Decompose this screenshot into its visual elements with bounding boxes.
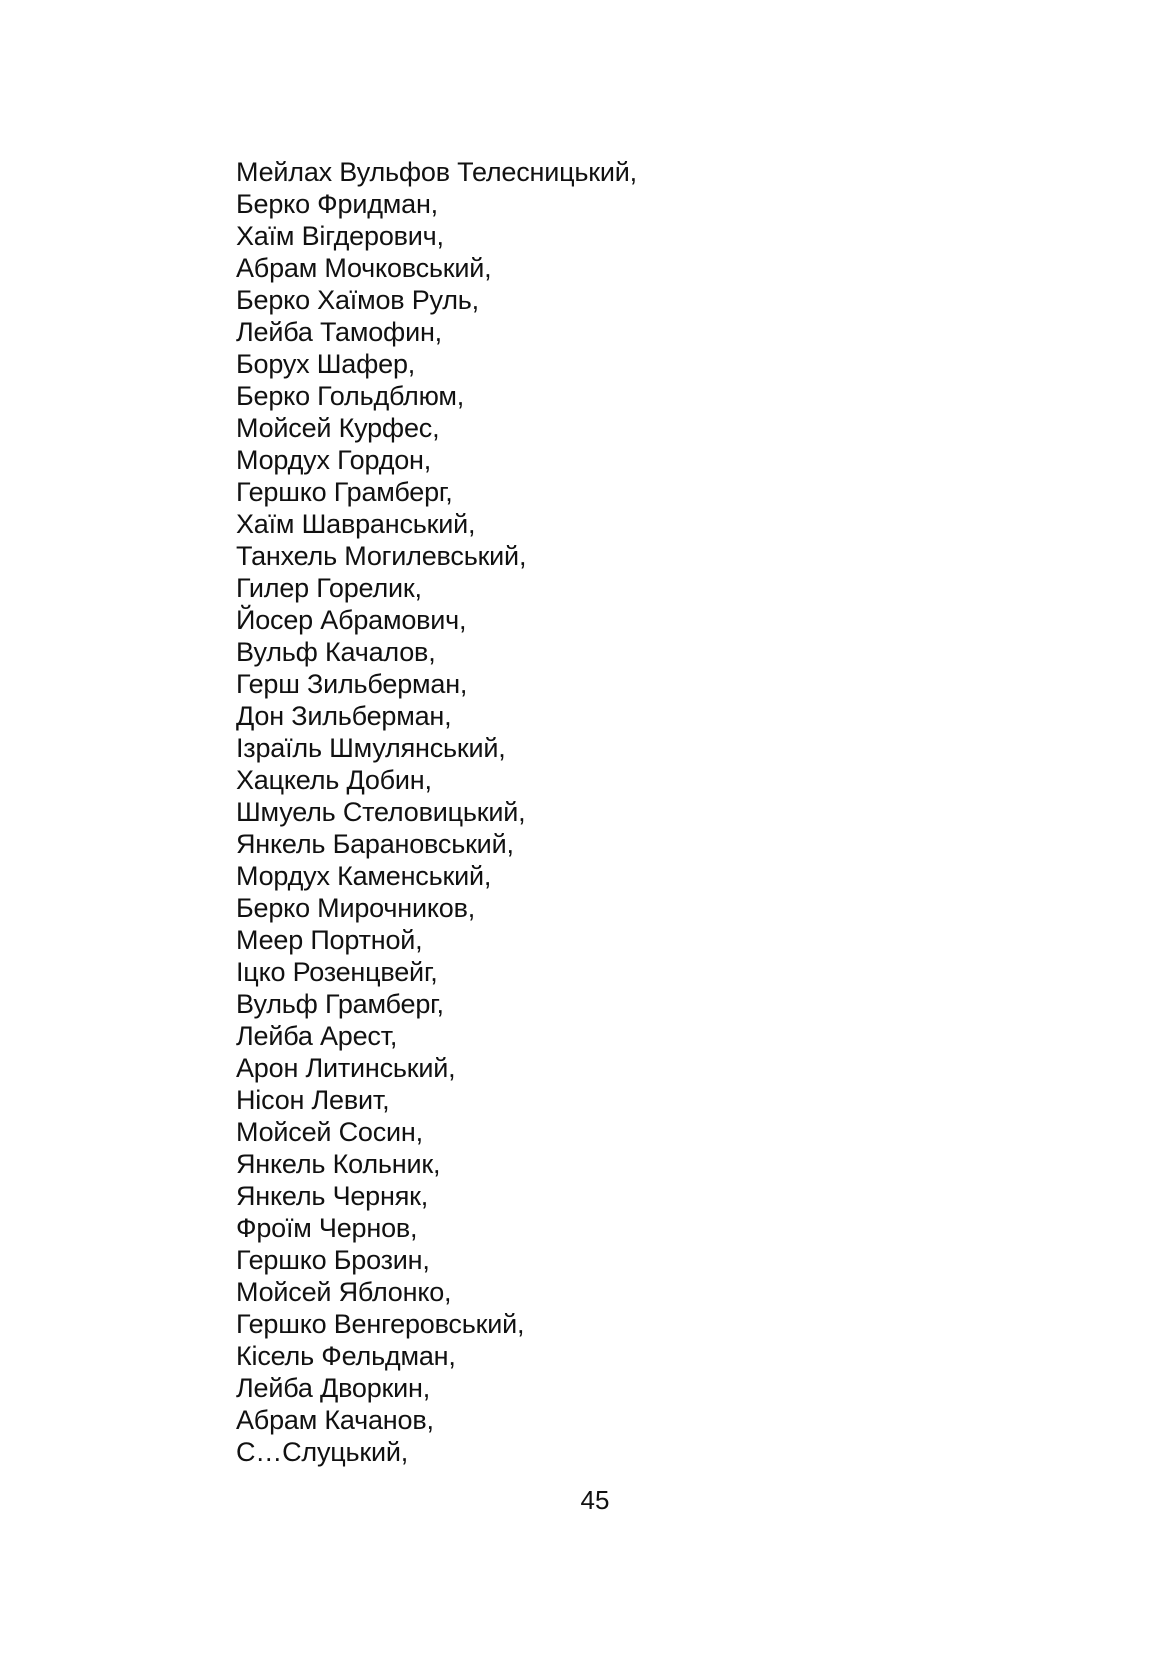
list-item: Хаїм Шавранський, [236, 509, 476, 539]
name-list [236, 156, 637, 1468]
list-item: Нісон Левит, [236, 1085, 390, 1115]
list-item: Гершко Грамберг, [236, 477, 453, 507]
page-number: 45 [580, 1485, 610, 1515]
list-item: Ізраїль Шмулянський, [236, 733, 506, 763]
list-item: Мойсей Курфес, [236, 413, 440, 443]
list-item: Берко Фридман, [236, 189, 438, 219]
list-item: Вульф Грамберг, [236, 989, 444, 1019]
list-item: Гершко Брозин, [236, 1245, 430, 1275]
list-item: Хаїм Вігдерович, [236, 221, 444, 251]
list-item: Мордух Гордон, [236, 445, 432, 475]
list-item: Шмуель Стеловицький, [236, 797, 526, 827]
list-item: Йосер Абрамович, [236, 605, 467, 635]
list-item: С…Слуцький, [236, 1437, 409, 1467]
list-item: Мойсей Сосин, [236, 1117, 423, 1147]
list-item: Берко Гольдблюм, [236, 381, 465, 411]
list-item: Кісель Фельдман, [236, 1341, 456, 1371]
list-item: Лейба Тамофин, [236, 317, 442, 347]
list-item: Танхель Могилевський, [236, 541, 527, 571]
list-item: Берко Мирочников, [236, 893, 476, 923]
list-item: Дон Зильберман, [236, 701, 452, 731]
list-item: Мордух Каменський, [236, 861, 492, 891]
list-item: Арон Литинський, [236, 1053, 456, 1083]
list-item: Янкель Черняк, [236, 1181, 429, 1211]
list-item: Гершко Венгеровський, [236, 1309, 525, 1339]
list-item: Борух Шафер, [236, 349, 416, 379]
list-item: Гилер Горелик, [236, 573, 422, 603]
list-item: Фроїм Чернов, [236, 1213, 418, 1243]
list-item: Хацкель Добин, [236, 765, 432, 795]
list-item: Берко Хаїмов Руль, [236, 285, 479, 315]
list-item: Янкель Кольник, [236, 1149, 441, 1179]
list-item: Мейлах Вульфов Телесницький, [236, 157, 637, 187]
list-item: Лейба Арест, [236, 1021, 398, 1051]
list-item: Мойсей Яблонко, [236, 1277, 452, 1307]
list-item: Янкель Барановський, [236, 829, 514, 859]
list-item: Герш Зильберман, [236, 669, 468, 699]
list-item: Абрам Мочковський, [236, 253, 492, 283]
list-item: Абрам Качанов, [236, 1405, 434, 1435]
list-item: Лейба Дворкин, [236, 1373, 431, 1403]
list-item: Меер Портной, [236, 925, 423, 955]
list-item: Вульф Качалов, [236, 637, 436, 667]
list-item: Іцко Розенцвейг, [236, 957, 438, 987]
